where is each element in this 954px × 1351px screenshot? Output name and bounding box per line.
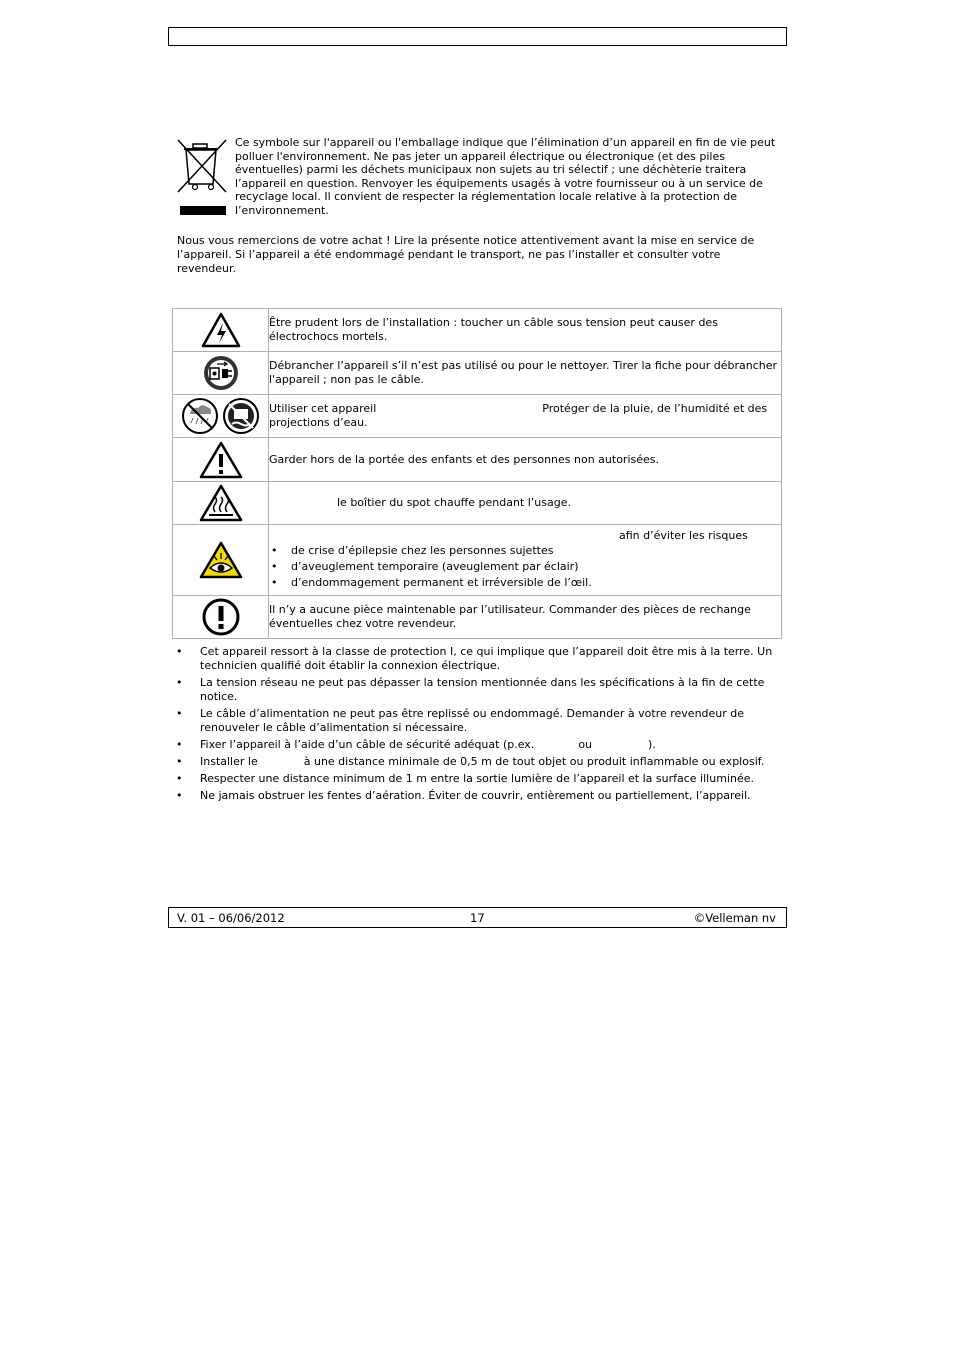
safety-row bbox=[173, 482, 782, 525]
general-warning-icon bbox=[199, 441, 243, 479]
list-item: • Ne jamais obstruer les fentes d’aération. Éviter de couvrir, entièrement ou partiellement, l’appareil. bbox=[176, 789, 784, 803]
list-item: • d’endommagement permanent et irréversible de l’œil. bbox=[269, 575, 781, 591]
safety-bullet-list bbox=[176, 645, 784, 806]
list-item: • Fixer l’appareil à l’aide d’un câble de sécurité adéquat (p.ex. ou ). bbox=[176, 738, 784, 752]
safety-row bbox=[173, 352, 782, 395]
safety-table bbox=[172, 308, 782, 639]
list-item: • Installer le à une distance minimale de 0,5 m de tout objet ou produit inflammable ou explosif. bbox=[176, 755, 784, 769]
weee-notice: Ce symbole sur l'appareil ou l'emballage indique que l’élimination d’un appareil en fin de vie peut polluer l'environnement. Ne pas jeter un appareil électrique ou électronique (et des piles éventuelles) parmi les déchets municipaux non sujets au tri sélectif ; une déchèterie traitera l’appareil en question. Renvoyer les équipements usagés à votre fournisseur ou à un service de recyclage local. Il convient de respecter la réglementation locale relative à la protection de l’environnement. bbox=[235, 136, 776, 217]
list-item: • Respecter une distance minimum de 1 m entre la sortie lumière de l’appareil et la surface illuminée. bbox=[176, 772, 784, 786]
hot-surface-icon bbox=[199, 484, 243, 522]
intro-paragraph: Nous vous remercions de votre achat ! Lire la présente notice attentivement avant la mise en service de l’appareil. Si l’appareil a été endommagé pendant le transport, ne pas l’installer et consulter votre revendeur. bbox=[177, 234, 755, 275]
list-item: • d’aveuglement temporaire (aveuglement par éclair) bbox=[269, 559, 781, 575]
safety-row bbox=[173, 309, 782, 352]
safety-text: Garder hors de la portée des enfants et des personnes non autorisées. bbox=[269, 438, 782, 482]
list-item: • Le câble d’alimentation ne peut pas être replissé ou endommagé. Demander à votre revendeur de renouveler le câble d’alimentation si nécessaire. bbox=[176, 707, 784, 735]
no-rain-icon bbox=[181, 397, 219, 435]
safety-row bbox=[173, 395, 782, 438]
copyright: ©Velleman nv bbox=[693, 911, 776, 925]
eye-risk-list bbox=[269, 543, 781, 591]
safety-text: Utiliser cet appareil Protéger de la pluie, de l’humidité et des projections d’eau. bbox=[269, 395, 782, 438]
header-box bbox=[168, 27, 787, 46]
safety-row bbox=[173, 525, 782, 596]
safety-text: Débrancher l’appareil s’il n’est pas utilisé ou pour le nettoyer. Tirer la fiche pour débrancher l'appareil ; non pas le câble. bbox=[269, 352, 782, 395]
safety-text bbox=[269, 525, 782, 596]
list-item: • Cet appareil ressort à la classe de protection I, ce qui implique que l’appareil doit être mis à la terre. Un technicien qualifié doit établir la connexion électrique. bbox=[176, 645, 784, 673]
page-footer bbox=[168, 907, 787, 928]
version-date: V. 01 – 06/06/2012 bbox=[177, 911, 285, 925]
safety-row bbox=[173, 596, 782, 639]
safety-text: Il n’y a aucune pièce maintenable par l’utilisateur. Commander des pièces de rechange éventuelles chez votre revendeur. bbox=[269, 596, 782, 639]
unplug-icon bbox=[203, 355, 239, 391]
safety-row bbox=[173, 438, 782, 482]
eye-risk-intro: afin d’éviter les risques bbox=[619, 529, 748, 542]
safety-text: le boîtier du spot chauffe pendant l’usage. bbox=[269, 482, 782, 525]
electric-shock-warning-icon bbox=[201, 312, 241, 348]
caution-circle-icon bbox=[202, 598, 240, 636]
list-item: • de crise d’épilepsie chez les personnes sujettes bbox=[269, 543, 781, 559]
eye-light-warning-icon bbox=[199, 541, 243, 579]
weee-bin-icon bbox=[176, 136, 230, 218]
list-item: • La tension réseau ne peut pas dépasser la tension mentionnée dans les spécifications à la fin de cette notice. bbox=[176, 676, 784, 704]
no-water-spray-icon bbox=[222, 397, 260, 435]
safety-text: Être prudent lors de l’installation : toucher un câble sous tension peut causer des électrochocs mortels. bbox=[269, 309, 782, 352]
page-number: 17 bbox=[470, 911, 485, 925]
